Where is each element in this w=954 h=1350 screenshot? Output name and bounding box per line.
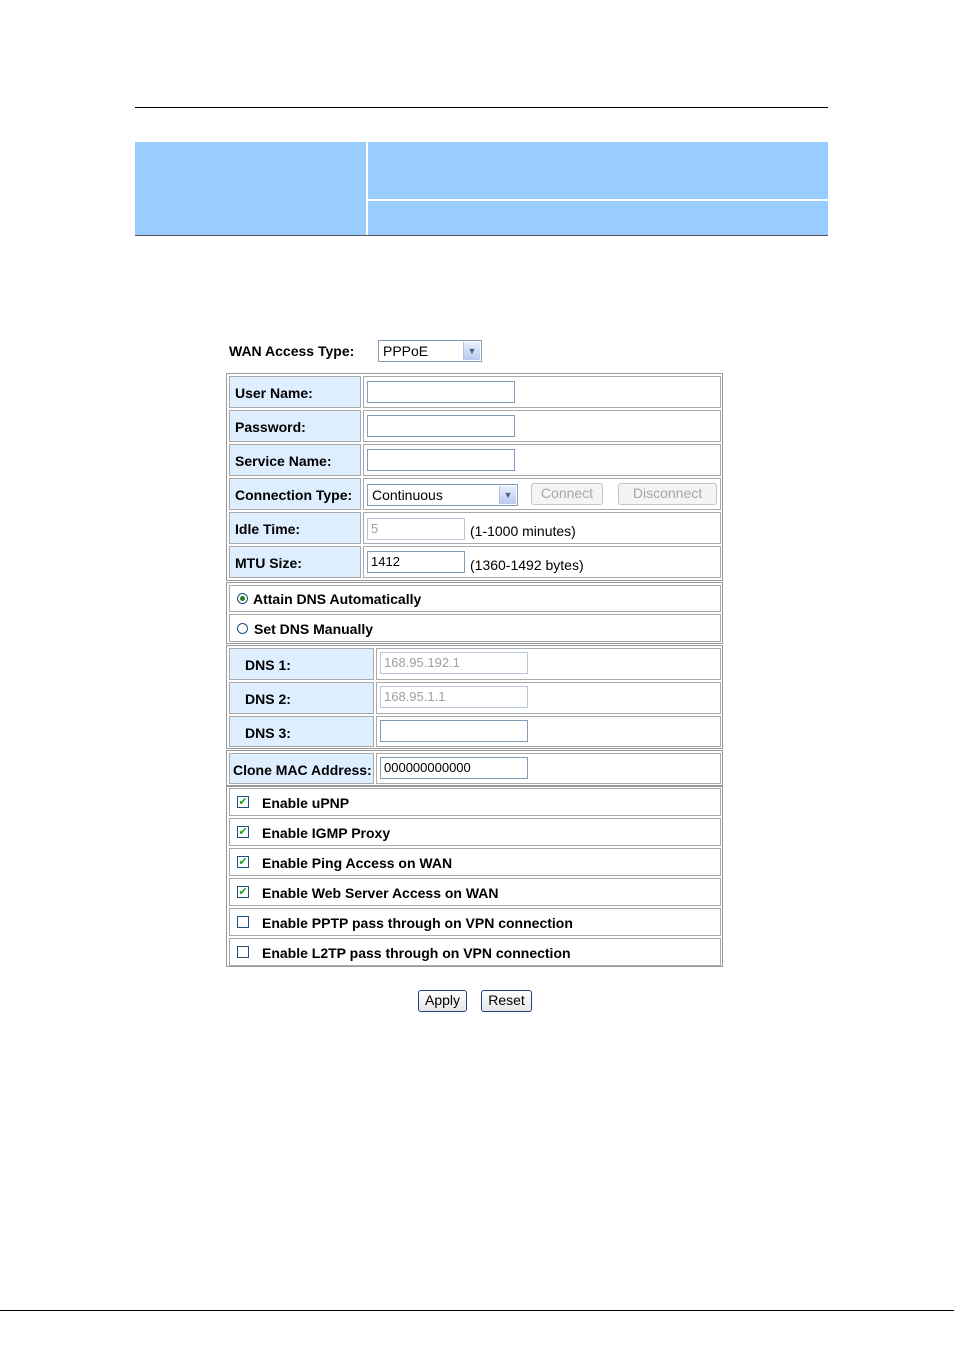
header-band-right-top [368, 142, 828, 199]
dns3-input[interactable] [380, 720, 528, 742]
connection-type-value: Continuous [372, 487, 443, 503]
idle-time-input[interactable]: 5 [367, 518, 465, 540]
username-input[interactable] [367, 381, 515, 403]
connection-type-select[interactable] [367, 484, 518, 506]
idle-time-hint: (1-1000 minutes) [470, 523, 576, 539]
option-row [229, 878, 721, 906]
dns-manual-row [229, 614, 721, 642]
username-label-cell [229, 376, 361, 408]
option-label: Enable IGMP Proxy [262, 825, 391, 841]
password-label: Password: [235, 419, 306, 435]
dns-auto-label: Attain DNS Automatically [253, 591, 422, 607]
header-band [135, 142, 828, 235]
unchecked-checkbox[interactable] [237, 946, 249, 958]
header-band-right-bottom [368, 201, 828, 235]
checked-checkbox[interactable]: ✔ [238, 826, 248, 838]
disconnect-button[interactable]: Disconnect [618, 483, 717, 505]
wan-access-type-value: PPPoE [383, 343, 429, 359]
option-label: Enable Web Server Access on WAN [262, 885, 499, 901]
dns3-label: DNS 3: [245, 725, 291, 741]
dns-auto-row [229, 585, 721, 612]
checked-checkbox[interactable]: ✔ [238, 856, 248, 868]
option-label: Enable Ping Access on WAN [262, 855, 453, 871]
idle-time-label-cell [229, 512, 361, 544]
checked-checkbox[interactable]: ✔ [238, 886, 248, 898]
chevron-down-icon: ▼ [463, 342, 480, 360]
dns1-label: DNS 1: [245, 657, 291, 673]
dns-manual-label: Set DNS Manually [254, 621, 374, 637]
connect-button[interactable]: Connect [531, 483, 603, 505]
chevron-down-icon: ▼ [499, 486, 516, 504]
dns-auto-radio[interactable] [237, 593, 248, 604]
service-name-input[interactable] [367, 449, 515, 471]
dns3-label-cell [229, 716, 374, 747]
dns2-label: DNS 2: [245, 691, 291, 707]
connection-type-label-cell [229, 478, 361, 510]
wan-access-type-select[interactable] [378, 340, 482, 362]
dns1-label-cell [229, 648, 374, 680]
bottom-rule [0, 1310, 954, 1311]
reset-button[interactable]: Reset [481, 990, 532, 1012]
apply-button[interactable]: Apply [418, 990, 467, 1012]
service-name-label-cell [229, 444, 361, 476]
option-label: Enable PPTP pass through on VPN connection [262, 915, 573, 931]
connection-type-label: Connection Type: [235, 487, 353, 503]
option-row [229, 818, 721, 846]
mtu-size-label-cell [229, 546, 361, 578]
clone-mac-label-cell [229, 753, 374, 784]
dns1-input[interactable]: 168.95.192.1 [380, 652, 528, 674]
top-rule [135, 107, 828, 108]
option-label: Enable L2TP pass through on VPN connection [262, 945, 571, 961]
username-label: User Name: [235, 385, 313, 401]
mtu-size-input[interactable]: 1412 [367, 551, 465, 573]
unchecked-checkbox[interactable] [237, 916, 249, 928]
option-row [229, 788, 721, 816]
option-row [229, 938, 721, 966]
mtu-size-label: MTU Size: [235, 555, 302, 571]
dns2-input[interactable]: 168.95.1.1 [380, 686, 528, 708]
clone-mac-input[interactable]: 000000000000 [380, 757, 528, 779]
clone-mac-label: Clone MAC Address: [233, 762, 372, 778]
idle-time-label: Idle Time: [235, 521, 301, 537]
header-band-left [135, 142, 366, 235]
dns-manual-radio[interactable] [237, 623, 248, 634]
mtu-size-hint: (1360-1492 bytes) [470, 557, 584, 573]
password-label-cell [229, 410, 361, 442]
option-row [229, 848, 721, 876]
checked-checkbox[interactable]: ✔ [238, 796, 248, 808]
dns2-label-cell [229, 682, 374, 714]
header-band-underline [135, 235, 828, 236]
wan-access-type-label: WAN Access Type: [229, 343, 355, 359]
service-name-label: Service Name: [235, 453, 332, 469]
option-row [229, 908, 721, 936]
password-input[interactable] [367, 415, 515, 437]
option-label: Enable uPNP [262, 795, 350, 811]
